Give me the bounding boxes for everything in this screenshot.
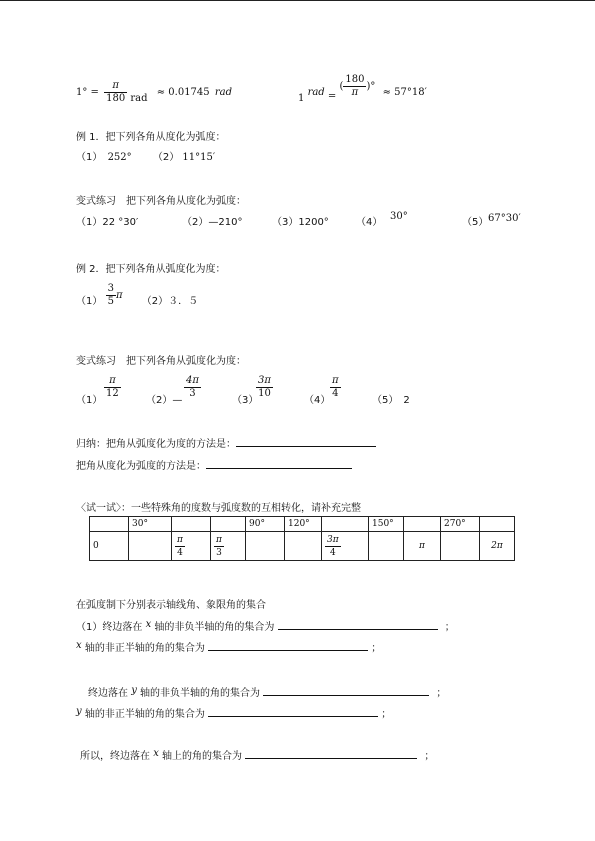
blank-answer[interactable] <box>236 446 376 447</box>
set-y-nonneg: 终边落在 y 轴的非负半轴的角的集合为 ； <box>88 685 447 699</box>
blank-answer[interactable] <box>208 650 368 651</box>
set-y-nonpos: y 轴的非正半轴的角的集合为 ； <box>76 706 392 720</box>
blank-answer[interactable] <box>208 716 378 717</box>
page-top-border <box>0 0 595 1</box>
set-x-nonpos: x 轴的非正半轴的角的集合为 ； <box>76 640 382 654</box>
example1-items: （1） 252° （2） 11°15′ <box>76 152 216 163</box>
variant2-title: 变式练习 把下列各角从弧度化为度： <box>76 356 246 367</box>
formula-rad-to-degree: 1 rad = ( $\frac{180}{\pi}$ )° ≈ 57°18′ <box>298 74 427 104</box>
conversion-table <box>89 516 515 561</box>
variant1-items: （1）22 °30′ （2）—210° （3）1200° （4） 30° （5） 67°30′ <box>76 211 521 228</box>
approx-degree: ≈ 57°18′ <box>382 87 427 98</box>
set-x-axis: 所以，终边落在 x 轴上的角的集合为 ； <box>80 748 435 762</box>
unit-rad-italic: rad <box>214 87 232 98</box>
example1-title: 例 1．把下列各角从度化为弧度： <box>76 132 226 143</box>
variant2-items: （1） $\frac{\pi}{12}$ （2）— $\frac{4\pi}{3}$ （3） $\frac{3\pi}{10}$ （4） $\frac{\pi}{4}$ （5） 2 <box>76 375 410 406</box>
example2-title: 例 2．把下列各角从弧度化为度： <box>76 264 226 275</box>
variant1-title: 变式练习 把下列各角从度化为弧度： <box>76 196 246 207</box>
fraction-3-over-5: $\frac{3}{5}$ <box>107 283 114 307</box>
blank-answer[interactable] <box>206 468 352 469</box>
blank-answer[interactable] <box>278 629 438 630</box>
fraction-180-over-pi: $\frac{180}{\pi}$ <box>345 74 365 98</box>
set-x-nonneg: （1）终边落在 x 轴的非负半轴的角的集合为 ； <box>76 619 455 633</box>
table-row-degrees: 30° 90° 120° 150° 270° <box>90 517 515 532</box>
table-row-radians: 0 $\frac{\pi}{4}$ $\frac{\pi}{3}$ $\frac{3\pi}{4}$ π 2π <box>90 532 515 561</box>
summary-line2: 把角从度化为弧度的方法是： <box>76 457 352 472</box>
summary-line1: 归纳：把角从弧度化为度的方法是： <box>76 435 376 450</box>
sets-title: 在弧度制下分别表示轴线角、象限角的集合 <box>76 600 266 611</box>
blank-answer[interactable] <box>245 758 417 759</box>
unit-rad: rad <box>130 93 148 104</box>
formula-degree-to-rad <box>76 80 232 105</box>
approx-value: ≈ 0.01745 <box>156 87 210 98</box>
blank-answer[interactable] <box>263 695 429 696</box>
example2-items: （1） $\frac{3}{5}$ π （2）３．５ <box>76 283 199 307</box>
fraction-pi-over-180: $\frac{\pi}{180}$ <box>106 80 126 104</box>
trial-title: 〈试一试〉：一些特殊角的度数与弧度数的互相转化，请补充完整 <box>76 503 361 514</box>
formula-lhs: 1° = <box>76 87 99 98</box>
